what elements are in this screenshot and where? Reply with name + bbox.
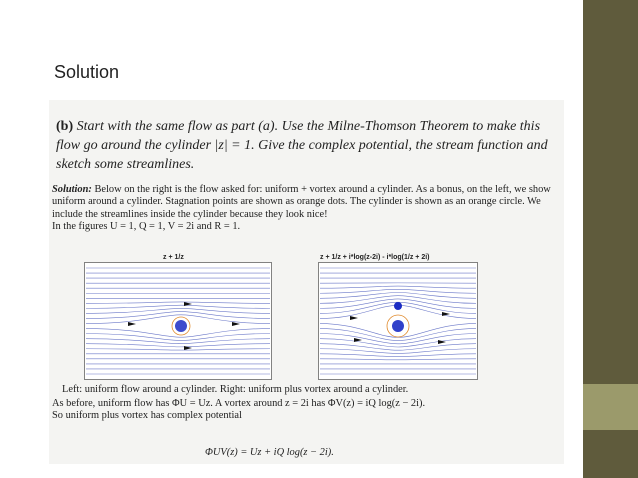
solution-block [52,184,562,234]
conclusion-line-1: As before, uniform flow has ΦU = Uz. A vortex around z = 2i has ΦV(z) = iQ log(z − 2i). [52,398,426,409]
right-figure-title: z + 1/z + i*log(z-2i) - i*log(1/z + 2i) [320,254,430,261]
left-figure-title: z + 1/z [163,254,184,261]
slide-title: Solution [54,62,120,82]
problem-text: Start with the same flow as part (a). Use the Milne-Thomson Theorem to make this flow go around the cylinder |z| = 1. Give the complex potential, the stream function and sketch some streamlines. [56,119,548,172]
conclusion-line-2: So uniform plus vortex has complex potential [52,410,242,422]
conclusion-text [52,398,562,423]
problem-statement [56,117,556,174]
right-streamline-plot [318,262,478,380]
problem-label: (b) [56,119,74,134]
solution-text: Below on the right is the flow asked for: uniform + vortex around a cylinder. As a bonus, on the left, we show uniform around a cylinder. Stagnation points are shown as orange dots. The cylinder is shown as an orange circle. We include the streamlines inside the cylinder because they look nice! [52,184,551,220]
sidebar-accent [583,384,638,430]
figure-caption: Left: uniform flow around a cylinder. Right: uniform plus vortex around a cylinder. [62,384,409,395]
solution-label: Solution: [52,184,92,195]
left-streamline-plot [84,262,272,380]
solution-params: In the figures U = 1, Q = 1, V = 2i and R = 1. [52,221,241,233]
potential-equation: ΦUV(z) = Uz + iQ log(z − 2i). [205,447,334,458]
